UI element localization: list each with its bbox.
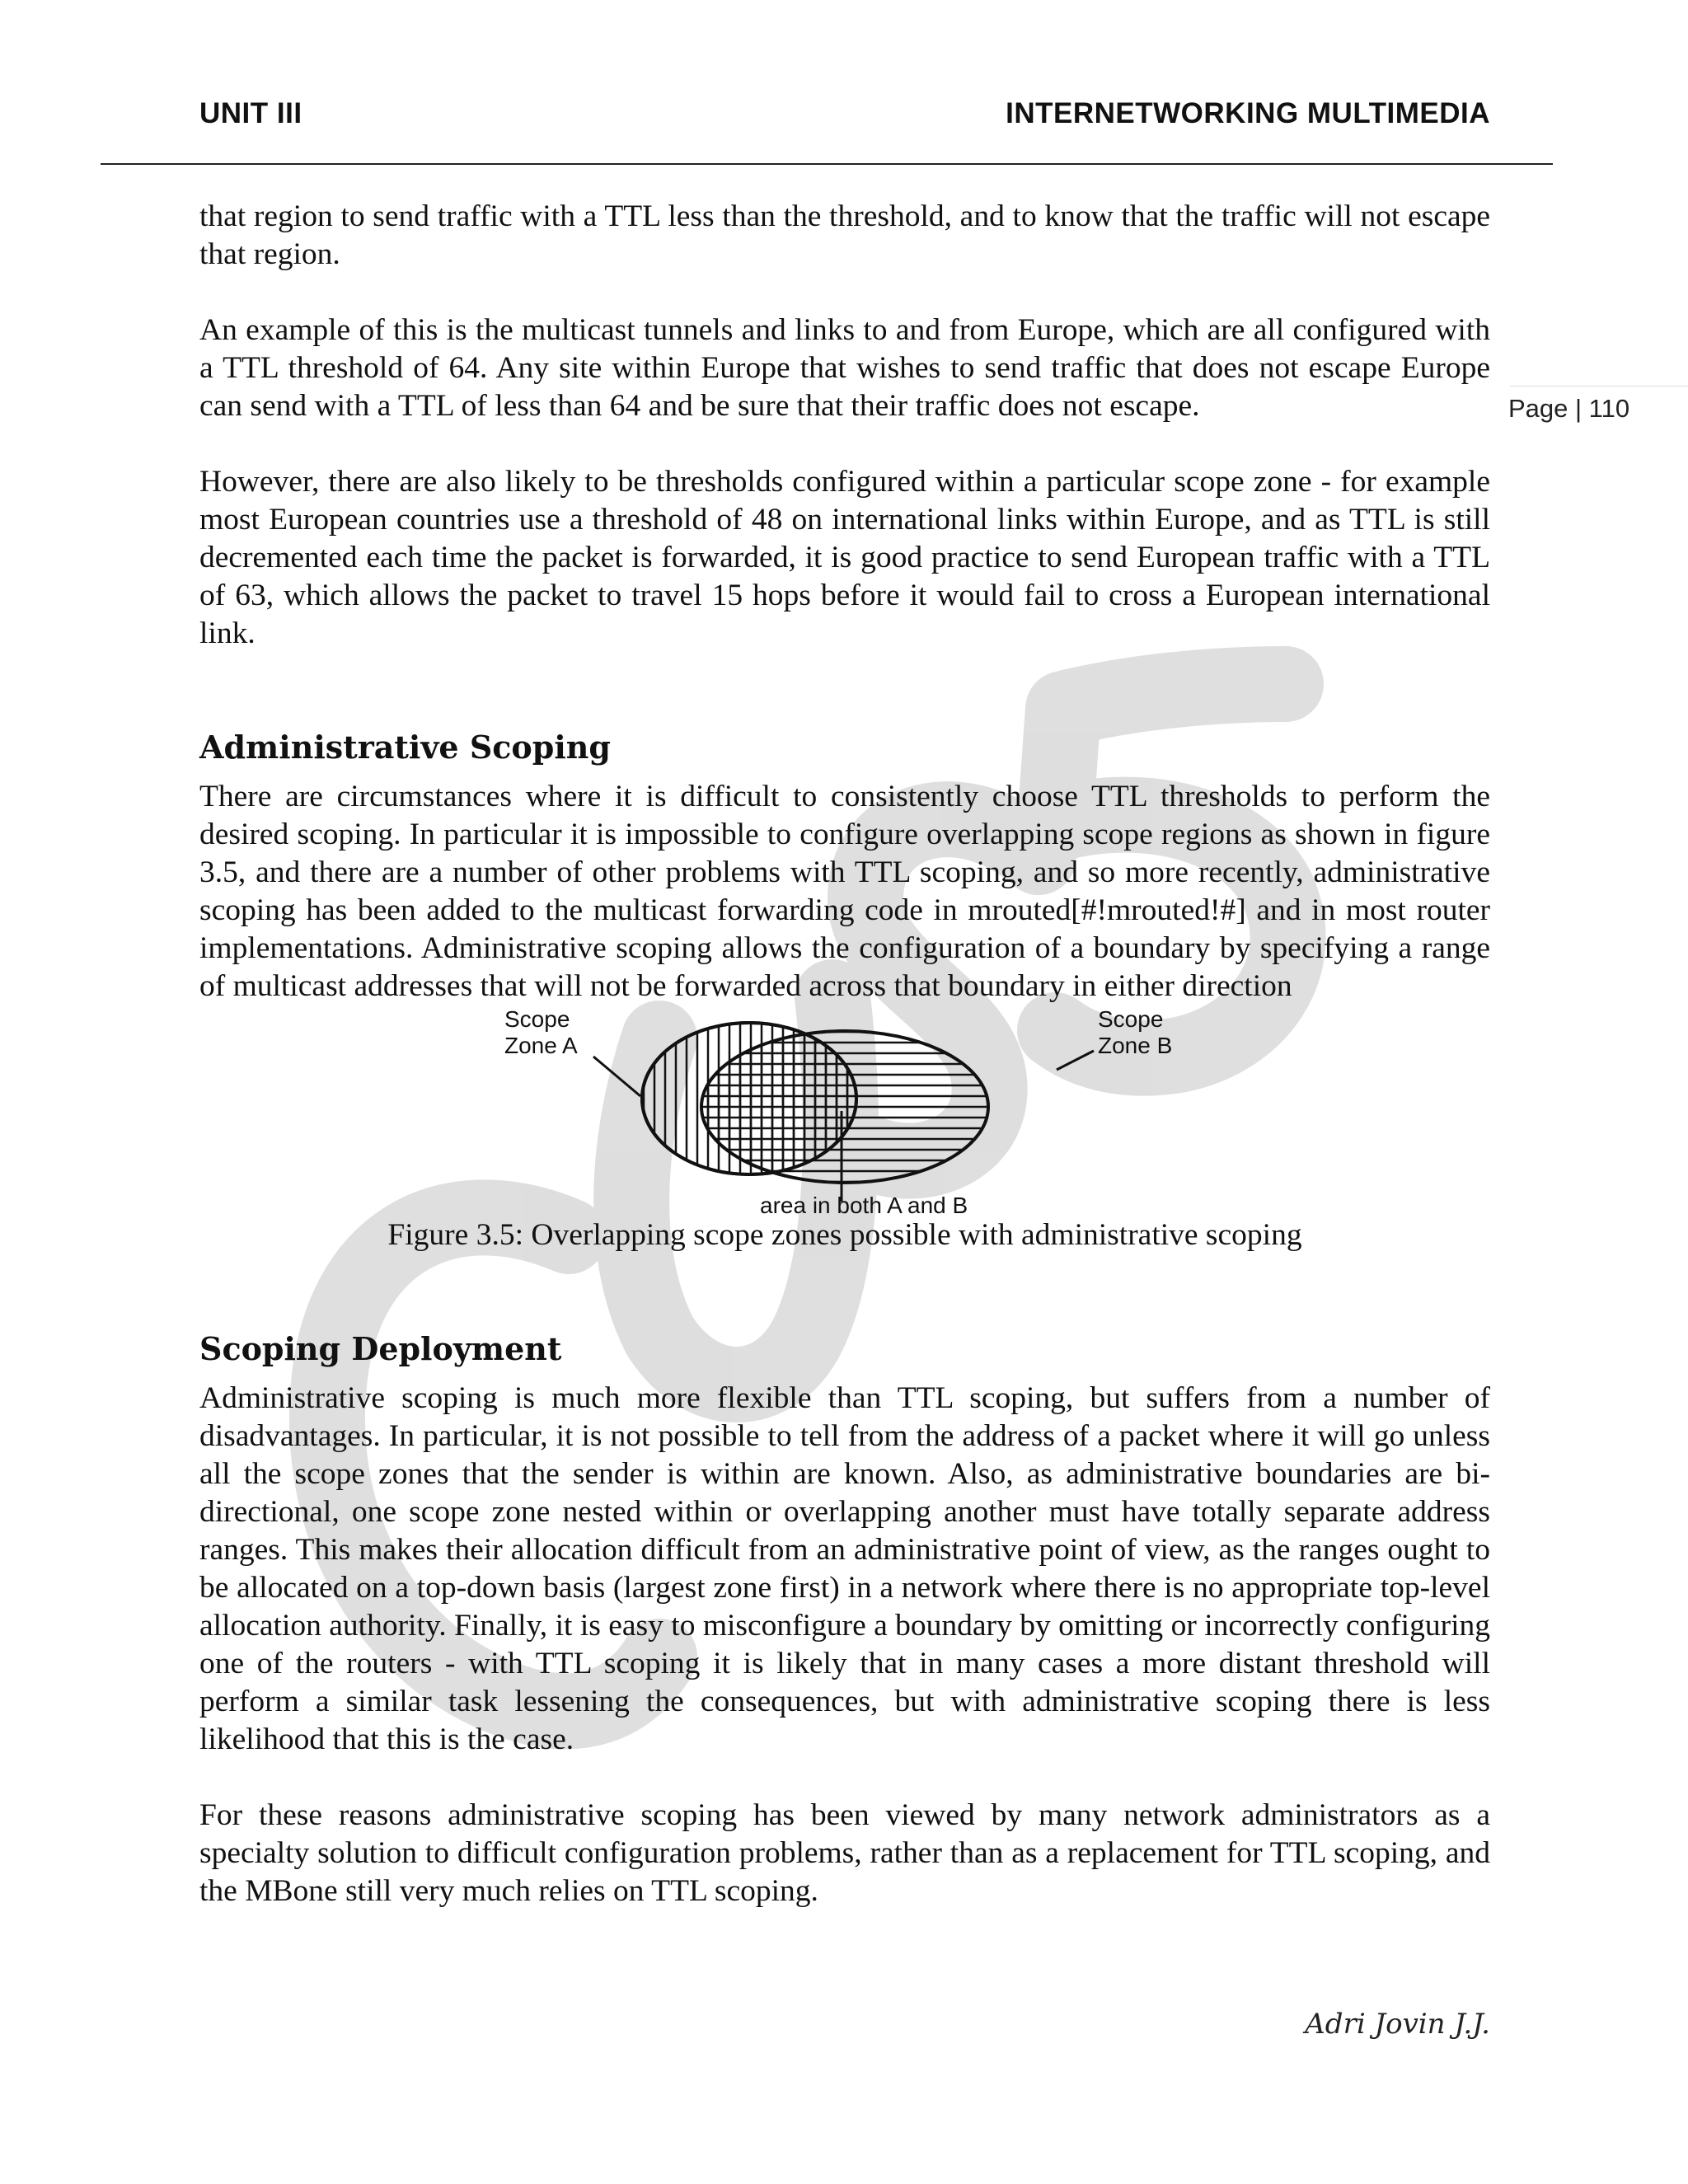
heading-scoping-deployment: Scoping Deployment (199, 1330, 562, 1367)
figure-caption: Figure 3.5: Overlapping scope zones possible with administrative scoping (387, 1218, 1302, 1252)
page-number-divider (1510, 386, 1688, 387)
figure-overlapping-scope-zones (199, 1005, 1490, 1216)
paragraph-europe-example: An example of this is the multicast tunnels and links to and from Europe, which are all configured with a TTL threshold of 64. Any site within Europe that wishes to send traffic that does not escape Europe can send with a TTL of less than 64 and be sure that their traffic does not escape. (199, 313, 1490, 423)
header-title: INTERNETWORKING MULTIMEDIA (1006, 97, 1490, 129)
header-divider (101, 163, 1553, 165)
paragraph-administrative-scoping: There are circumstances where it is difficult to consistently choose TTL thresholds to perform the desired scoping. In particular it is impossible to configure overlapping scope regions as shown in figure 3.5, and there are a number of other problems with TTL scoping, and so more recently, administrative scoping has been added to the multicast forwarding code in mrouted[#!mrouted!#] and in most router implementations. Administrative scoping allows the configuration of a boundary by specifying a range of multicast addresses that will not be forwarded across that boundary in either direction (199, 780, 1490, 1003)
paragraph-deployment-conclusion: For these reasons administrative scoping has been viewed by many network administrators as a specialty solution to difficult configuration problems, rather than as a replacement for TTL scoping, and the MBone still very much relies on TTL scoping. (199, 1798, 1490, 1908)
paragraph-continued: that region to send traffic with a TTL less than the threshold, and to know that the traffic will not escape that region. (199, 199, 1490, 271)
pointer-zone-b (1057, 1051, 1094, 1070)
author-signature: Adri Jovin J.J. (1305, 2008, 1490, 2041)
label-scope-zone-b-2: Zone B (1098, 1033, 1173, 1058)
label-scope-zone-b-1: Scope (1098, 1006, 1164, 1032)
header-unit: UNIT III (199, 97, 302, 129)
label-area-both: area in both A and B (760, 1193, 968, 1216)
page-number: Page | 110 (1508, 394, 1630, 423)
page-content (199, 198, 1490, 1910)
paragraph-thresholds: However, there are also likely to be thresholds configured within a particular scope zone - for example most European countries use a threshold of 48 on international links within Europe, and as TTL is still decremented each time the packet is forwarded, it is good practice to send European traffic with a TTL of 63, which allows the packet to travel 15 hops before it would fail to cross a European international link. (199, 465, 1490, 650)
label-scope-zone-a-2: Zone A (504, 1033, 578, 1058)
heading-administrative-scoping: Administrative Scoping (199, 729, 611, 766)
venn-diagram (199, 1005, 1490, 1216)
pointer-zone-a (593, 1057, 640, 1096)
paragraph-deployment-disadvantages: Administrative scoping is much more flexible than TTL scoping, but suffers from a number of disadvantages. In particular, it is not possible to tell from the address of a packet where it will go unless all the scope zones that the sender is within are known. Also, as administrative boundaries are bi-directional, one scope zone nested within or overlapping another must have totally separate address ranges. This makes their allocation difficult from an administrative point of view, as the ranges ought to be allocated on a top-down basis (largest zone first) in a network where there is no appropriate top-level allocation authority. Finally, it is easy to misconfigure a boundary by omitting or incorrectly configuring one of the routers - with TTL scoping it is likely that in many cases a more distant threshold will perform a similar task lessening the consequences, but with administrative scoping there is less likelihood that this is the case. (199, 1381, 1490, 1756)
label-scope-zone-a-1: Scope (504, 1006, 570, 1032)
